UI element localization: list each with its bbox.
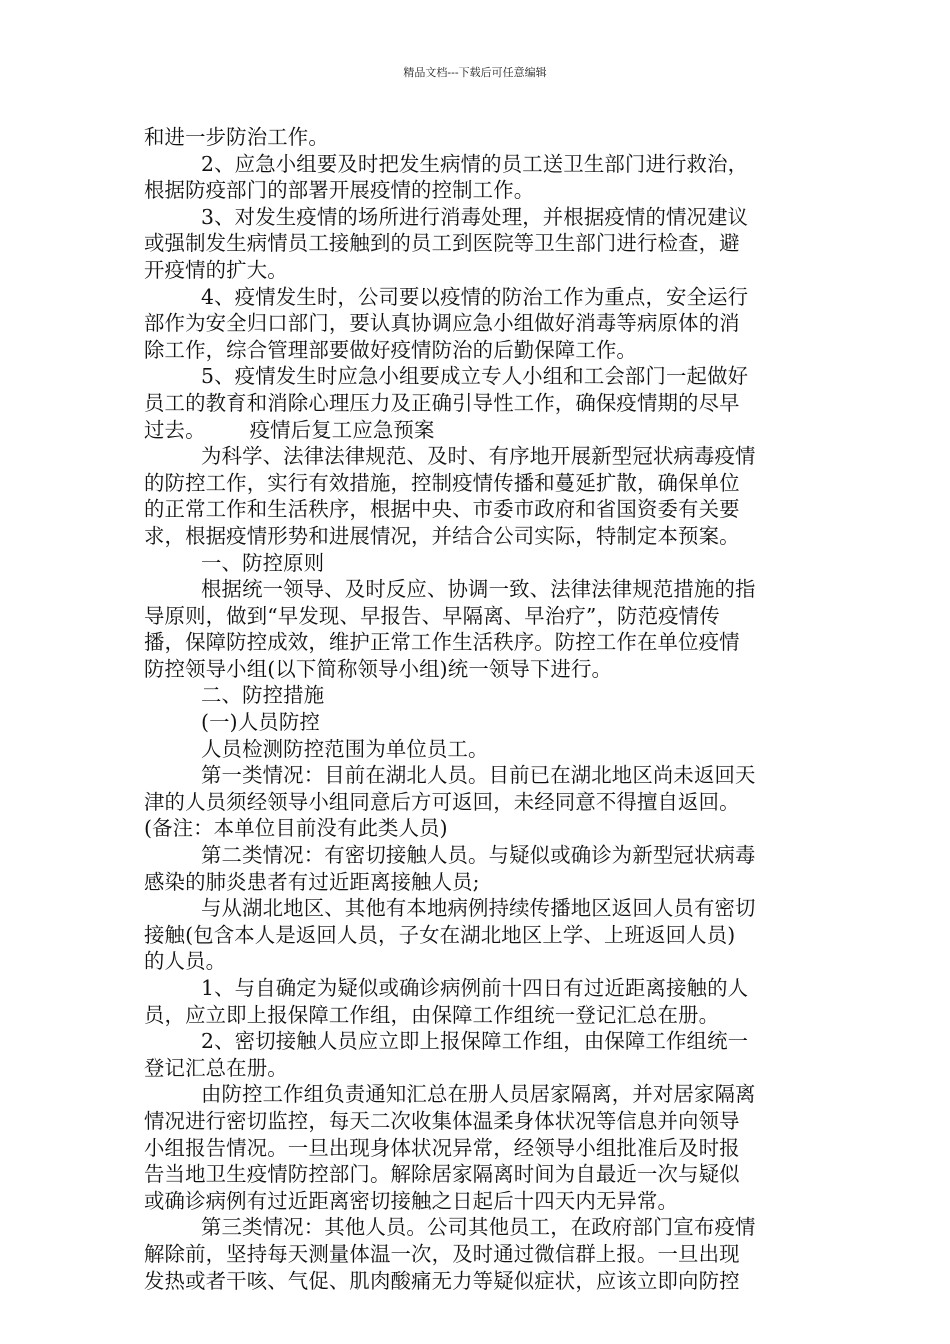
text-line-content: 防控领导小组(以下简称领导小组)统一领导下进行。 — [144, 656, 613, 681]
text-line-content: 第三类情况：其他人员。公司其他员工，在政府部门宣布疫情 — [201, 1215, 756, 1240]
text-line-content: 员，应立即上报保障工作组，由保障工作组统一登记汇总在册。 — [144, 1002, 720, 1027]
text-line — [144, 975, 808, 1002]
text-line — [144, 762, 808, 789]
text-line-content: 5、疫情发生时应急小组要成立专人小组和工会部门一起做好 — [201, 364, 749, 389]
text-line-content: 2、密切接触人员应立即上报保障工作组，由保障工作组统一 — [201, 1029, 749, 1054]
page-header — [0, 66, 950, 80]
text-line — [144, 550, 808, 577]
text-line — [144, 576, 808, 603]
text-line-content: 的防控工作，实行有效措施，控制疫情传播和蔓延扩散，确保单位 — [144, 470, 740, 495]
text-line — [144, 603, 808, 630]
text-line-content: 第二类情况：有密切接触人员。与疑似或确诊为新型冠状病毒 — [201, 843, 756, 868]
text-line — [144, 1055, 808, 1082]
text-line — [144, 1028, 808, 1055]
text-line-content: 解除前，坚持每天测量体温一次，及时通过微信群上报。一旦出现 — [144, 1241, 740, 1266]
text-line — [144, 1188, 808, 1215]
text-line — [144, 443, 808, 470]
text-line-content: 二、防控措施 — [201, 683, 325, 708]
text-line-content: 或确诊病例有过近距离密切接触之日起后十四天内无异常。 — [144, 1188, 679, 1213]
text-line — [144, 417, 808, 444]
text-line-content: 情况进行密切监控，每天二次收集体温柔身体状况等信息并向领导 — [144, 1108, 740, 1133]
text-line — [144, 1214, 808, 1241]
text-line — [144, 151, 808, 178]
text-line — [144, 1081, 808, 1108]
text-line — [144, 204, 808, 231]
text-line-content: 根据防疫部门的部署开展疫情的控制工作。 — [144, 178, 535, 203]
text-line-content: 为科学、法律法律规范、及时、有序地开展新型冠状病毒疫情 — [201, 444, 756, 469]
text-line-content: 第一类情况：目前在湖北人员。目前已在湖北地区尚未返回天 — [201, 763, 756, 788]
text-line — [144, 736, 808, 763]
text-line-content: 的人员。 — [144, 949, 227, 974]
text-line — [144, 922, 808, 949]
text-line — [144, 1135, 808, 1162]
text-line-content: 人员检测防控范围为单位员工。 — [201, 736, 489, 761]
text-line — [144, 390, 808, 417]
text-line-content: 和进一步防治工作。 — [144, 125, 329, 149]
text-line-content: 登记汇总在册。 — [144, 1055, 288, 1080]
text-line — [144, 124, 808, 151]
text-line-content: 4、疫情发生时，公司要以疫情的防治工作为重点，安全运行 — [201, 284, 749, 309]
text-line-content: 求，根据疫情形势和进展情况，并结合公司实际，特制定本预案。 — [144, 523, 740, 548]
text-line-content: 导原则，做到“早发现、早报告、早隔离、早治疗”，防范疫情传 — [144, 603, 720, 628]
text-line — [144, 789, 808, 816]
text-line — [144, 1108, 808, 1135]
text-line — [144, 869, 808, 896]
text-line-content: 或强制发生病情员工接触到的员工到医院等卫生部门进行检查，避 — [144, 231, 740, 256]
text-line-content: (一)人员防控 — [201, 710, 320, 735]
text-line — [144, 230, 808, 257]
text-line — [144, 815, 808, 842]
text-line-content: 根据统一领导、及时反应、协调一致、法律法律规范措施的指 — [201, 577, 756, 602]
text-line-content: 除工作，综合管理部要做好疫情防治的后勤保障工作。 — [144, 337, 637, 362]
text-line — [144, 629, 808, 656]
document-body — [144, 124, 808, 1294]
text-line — [144, 177, 808, 204]
text-line-content: 发热或者干咳、气促、肌肉酸痛无力等疑似症状，应该立即向防控 — [144, 1268, 740, 1293]
text-line-content: 接触(包含本人是返回人员，子女在湖北地区上学、上班返回人员) — [144, 922, 736, 947]
text-line-content: 告当地卫生疫情防控部门。解除居家隔离时间为自最近一次与疑似 — [144, 1162, 740, 1187]
text-line-content: 由防控工作组负责通知汇总在册人员居家隔离，并对居家隔离 — [201, 1082, 756, 1107]
inline-heading: 疫情后复工应急预案 — [249, 417, 435, 442]
text-line — [144, 1161, 808, 1188]
text-line-content: 过去。 — [144, 417, 206, 442]
text-line-content: 的正常工作和生活秩序，根据中央、市委市政府和省国资委有关要 — [144, 497, 740, 522]
text-line-content: 小组报告情况。一旦出现身体状况异常，经领导小组批准后及时报 — [144, 1135, 740, 1160]
text-line-content: 播，保障防控成效，维护正常工作生活秩序。防控工作在单位疫情 — [144, 630, 740, 655]
text-line — [144, 1002, 808, 1029]
text-line-content: 与从湖北地区、其他有本地病例持续传播地区返回人员有密切 — [201, 896, 756, 921]
text-line-content: 员工的教育和消除心理压力及正确引导性工作，确保疫情期的尽早 — [144, 390, 740, 415]
text-line — [144, 709, 808, 736]
text-line — [144, 310, 808, 337]
text-line-content: 津的人员须经领导小组同意后方可返回，未经同意不得擅自返回。 — [144, 789, 740, 814]
text-line-content: 部作为安全归口部门，要认真协调应急小组做好消毒等病原体的消 — [144, 311, 740, 336]
text-line-content: 3、对发生疫情的场所进行消毒处理，并根据疫情的情况建议 — [201, 204, 749, 229]
page-header-text: 精品文档---下载后可任意编辑 — [403, 66, 547, 79]
text-line-content: 1、与自确定为疑似或确诊病例前十四日有过近距离接触的人 — [201, 976, 749, 1000]
text-line-content: 开疫情的扩大。 — [144, 257, 288, 282]
text-line — [144, 284, 808, 311]
text-line — [144, 337, 808, 364]
text-line-content: 2、应急小组要及时把发生病情的员工送卫生部门进行救治， — [201, 151, 749, 176]
text-line-content: (备注：本单位目前没有此类人员) — [144, 816, 448, 841]
text-line — [144, 842, 808, 869]
text-line — [144, 496, 808, 523]
text-line — [144, 470, 808, 497]
text-line — [144, 1241, 808, 1268]
text-line-content: 一、防控原则 — [201, 550, 325, 575]
text-line — [144, 1268, 808, 1295]
text-line — [144, 895, 808, 922]
text-line — [144, 682, 808, 709]
text-line — [144, 523, 808, 550]
text-line — [144, 656, 808, 683]
text-line — [144, 257, 808, 284]
text-line — [144, 948, 808, 975]
text-line — [144, 363, 808, 390]
text-line-content: 感染的肺炎患者有过近距离接触人员; — [144, 869, 480, 894]
